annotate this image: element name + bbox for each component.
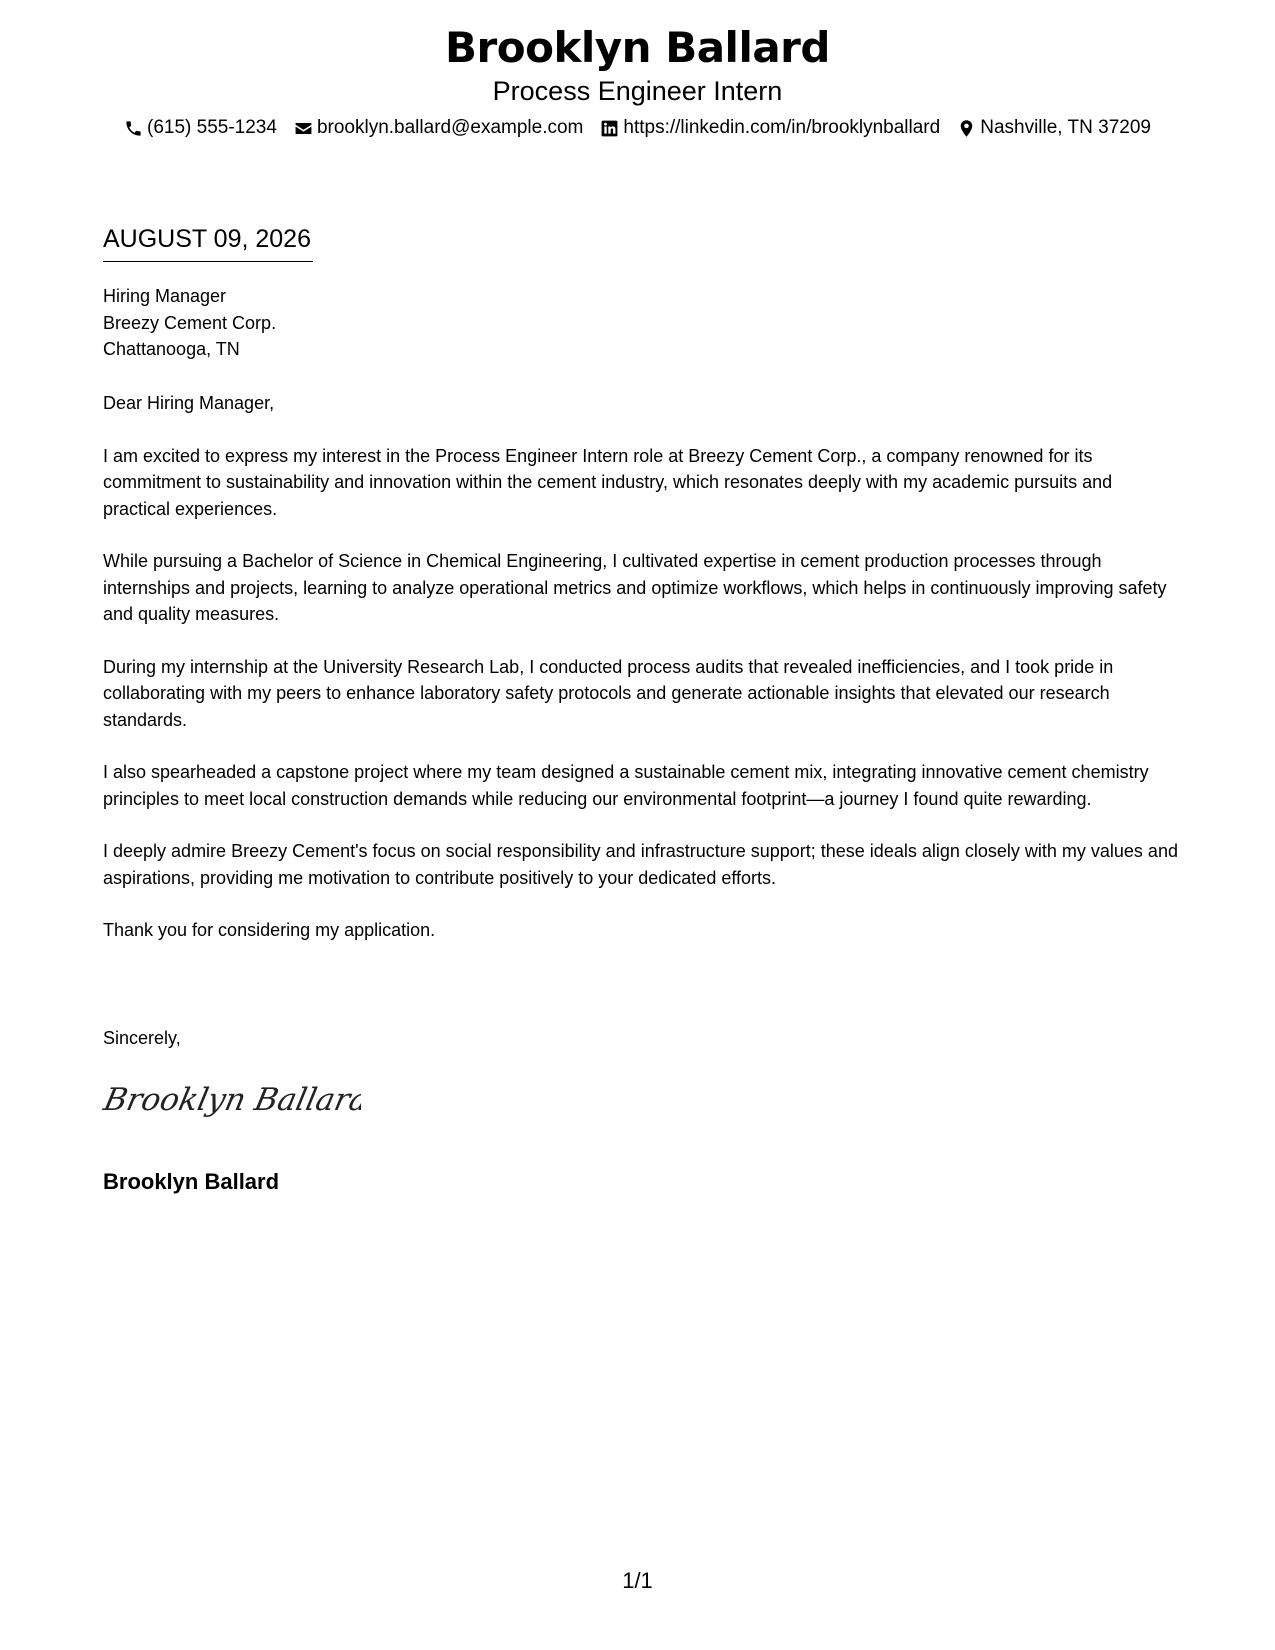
location-text: Nashville, TN 37209 bbox=[980, 117, 1151, 138]
svg-text:Brooklyn Ballara: Brooklyn Ballara bbox=[101, 1082, 361, 1118]
phone-text: (615) 555-1234 bbox=[147, 117, 277, 138]
contact-bar bbox=[0, 115, 1275, 141]
body-paragraph: During my internship at the University Research Lab, I conducted process audits that revealed inefficiencies, and I took pride in collaborating with my peers to enhance laboratory safety protocols and generate actionable insights that elevated our research standards. bbox=[103, 656, 1114, 730]
signature-image bbox=[101, 1078, 361, 1131]
recipient-company: Breezy Cement Corp. bbox=[103, 312, 277, 333]
applicant-title: Process Engineer Intern bbox=[492, 76, 783, 106]
phone-icon bbox=[124, 119, 143, 138]
page-number: 1/1 bbox=[622, 1568, 653, 1593]
letter-date: AUGUST 09, 2026 bbox=[103, 222, 313, 262]
letter-header bbox=[0, 22, 1275, 141]
letter-body bbox=[103, 390, 1178, 970]
contact-phone bbox=[124, 115, 277, 141]
linkedin-icon bbox=[600, 119, 619, 138]
contact-location bbox=[957, 115, 1151, 141]
closing: Sincerely, bbox=[103, 1028, 181, 1048]
body-paragraph: I also spearheaded a capstone project where my team designed a sustainable cement mix, integrating innovative cement chemistry principles to meet local construction demands while reducing our environmental footprint—a journey I found quite rewarding. bbox=[103, 762, 1149, 809]
salutation: Dear Hiring Manager, bbox=[103, 393, 275, 413]
recipient-location: Chattanooga, TN bbox=[103, 339, 240, 359]
applicant-name: Brooklyn Ballard bbox=[445, 23, 830, 72]
body-paragraph: Thank you for considering my application. bbox=[103, 920, 436, 940]
contact-linkedin[interactable] bbox=[600, 115, 940, 141]
body-paragraph: While pursuing a Bachelor of Science in Chemical Engineering, I cultivated expertise in cement production processes through internships and projects, learning to analyze operational metrics and optimize workflows, which helps in continuously improving safety and quality measures. bbox=[103, 551, 1167, 624]
envelope-icon bbox=[294, 119, 313, 138]
map-pin-icon bbox=[957, 119, 976, 138]
body-paragraph: I deeply admire Breezy Cement's focus on social responsibility and infrastructure support; these ideals align closely with my values and aspirations, providing me motivation to contribute positively to your dedicated efforts. bbox=[103, 841, 1178, 888]
email-link[interactable]: brooklyn.ballard@example.com bbox=[316, 117, 584, 138]
recipient-block bbox=[103, 283, 276, 363]
body-paragraph: I am excited to express my interest in the Process Engineer Intern role at Breezy Cement Corp., a company renowned for its commitment to sustainability and innovation within the cement industry, which resonates deeply with my academic pursuits and practical experiences. bbox=[103, 445, 1113, 519]
contact-email[interactable] bbox=[294, 115, 583, 141]
recipient-name: Hiring Manager bbox=[103, 286, 227, 306]
date-block bbox=[103, 222, 313, 262]
linkedin-link[interactable]: https://linkedin.com/in/brooklynballard bbox=[623, 117, 941, 138]
signer-name: Brooklyn Ballard bbox=[103, 1169, 280, 1194]
